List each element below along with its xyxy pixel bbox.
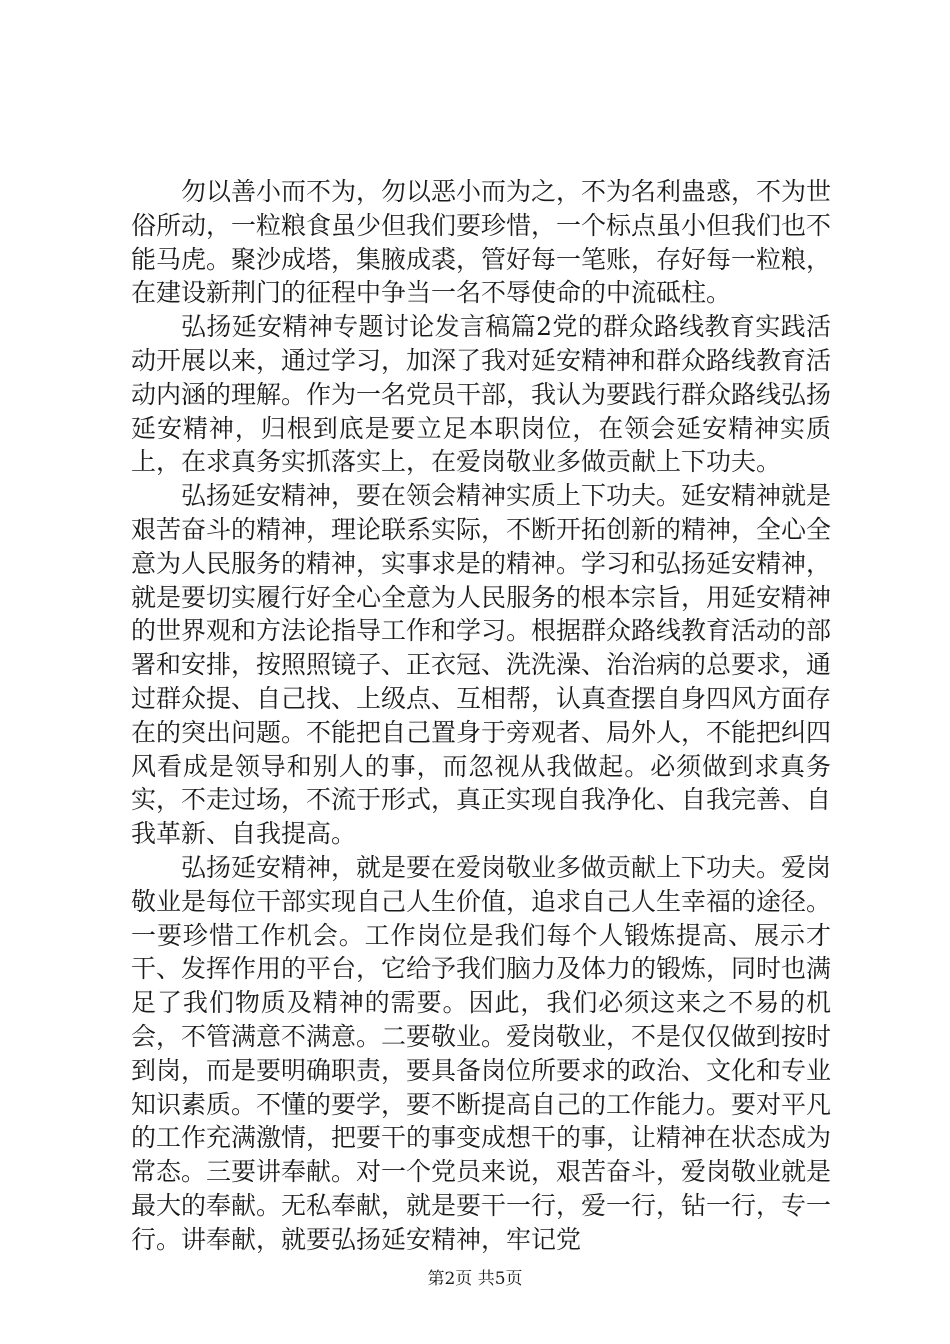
paragraph-3: 弘扬延安精神，要在领会精神实质上下功夫。延安精神就是艰苦奋斗的精神，理论联系实际，不断开拓创新的精神，全心全意为人民服务的精神，实事求是的精神。学习和弘扬延安精神，就是要切实履行好全心全意为人民服务的根本宗旨，用延安精神的世界观和方法论指导工作和学习。根据群众路线教育活动的部署和安排，按照照镜子、正衣冠、洗洗澡、治治病的总要求，通过群众提、自己找、上级点、互相帮，认真查摆自身四风方面存在的突出问题。不能把自己置身于旁观者、局外人，不能把纠四风看成是领导和别人的事，而忽视从我做起。必须做到求真务实，不走过场，不流于形式，真正实现自我净化、自我完善、自我革新、自我提高。 — [131, 481, 832, 849]
document-body — [131, 175, 831, 1257]
page-number-label: 第2页 共5页 — [427, 1269, 523, 1289]
paragraph-2: 弘扬延安精神专题讨论发言稿篇2党的群众路线教育实践活动开展以来，通过学习，加深了我对延安精神和群众路线教育活动内涵的理解。作为一名党员干部，我认为要践行群众路线弘扬延安精神，归根到底是要立足本职岗位，在领会延安精神实质上，在求真务实抓落实上，在爱岗敬业多做贡献上下功夫。 — [131, 312, 832, 477]
page-footer — [0, 1264, 950, 1289]
paragraph-1: 勿以善小而不为，勿以恶小而为之，不为名利蛊惑，不为世俗所动，一粒粮食虽少但我们要珍惜，一个标点虽小但我们也不能马虎。聚沙成塔，集腋成裘，管好每一笔账，存好每一粒粮，在建设新荆门的征程中争当一名不辱使命的中流砥柱。 — [131, 177, 832, 308]
paragraph-4: 弘扬延安精神，就是要在爱岗敬业多做贡献上下功夫。爱岗敬业是每位干部实现自己人生价值，追求自己人生幸福的途径。一要珍惜工作机会。工作岗位是我们每个人锻炼提高、展示才干、发挥作用的平台，它给予我们脑力及体力的锻炼，同时也满足了我们物质及精神的需要。因此，我们必须这来之不易的机会，不管满意不满意。二要敬业。爱岗敬业，不是仅仅做到按时到岗，而是要明确职责，要具备岗位所要求的政治、文化和专业知识素质。不懂的要学，要不断提高自己的工作能力。要对平凡的工作充满激情，把要干的事变成想干的事，让精神在状态成为常态。三要讲奉献。对一个党员来说，艰苦奋斗，爱岗敬业就是最大的奉献。无私奉献，就是要干一行，爱一行，钻一行，专一行。讲奉献，就要弘扬延安精神，牢记党 — [131, 852, 832, 1254]
